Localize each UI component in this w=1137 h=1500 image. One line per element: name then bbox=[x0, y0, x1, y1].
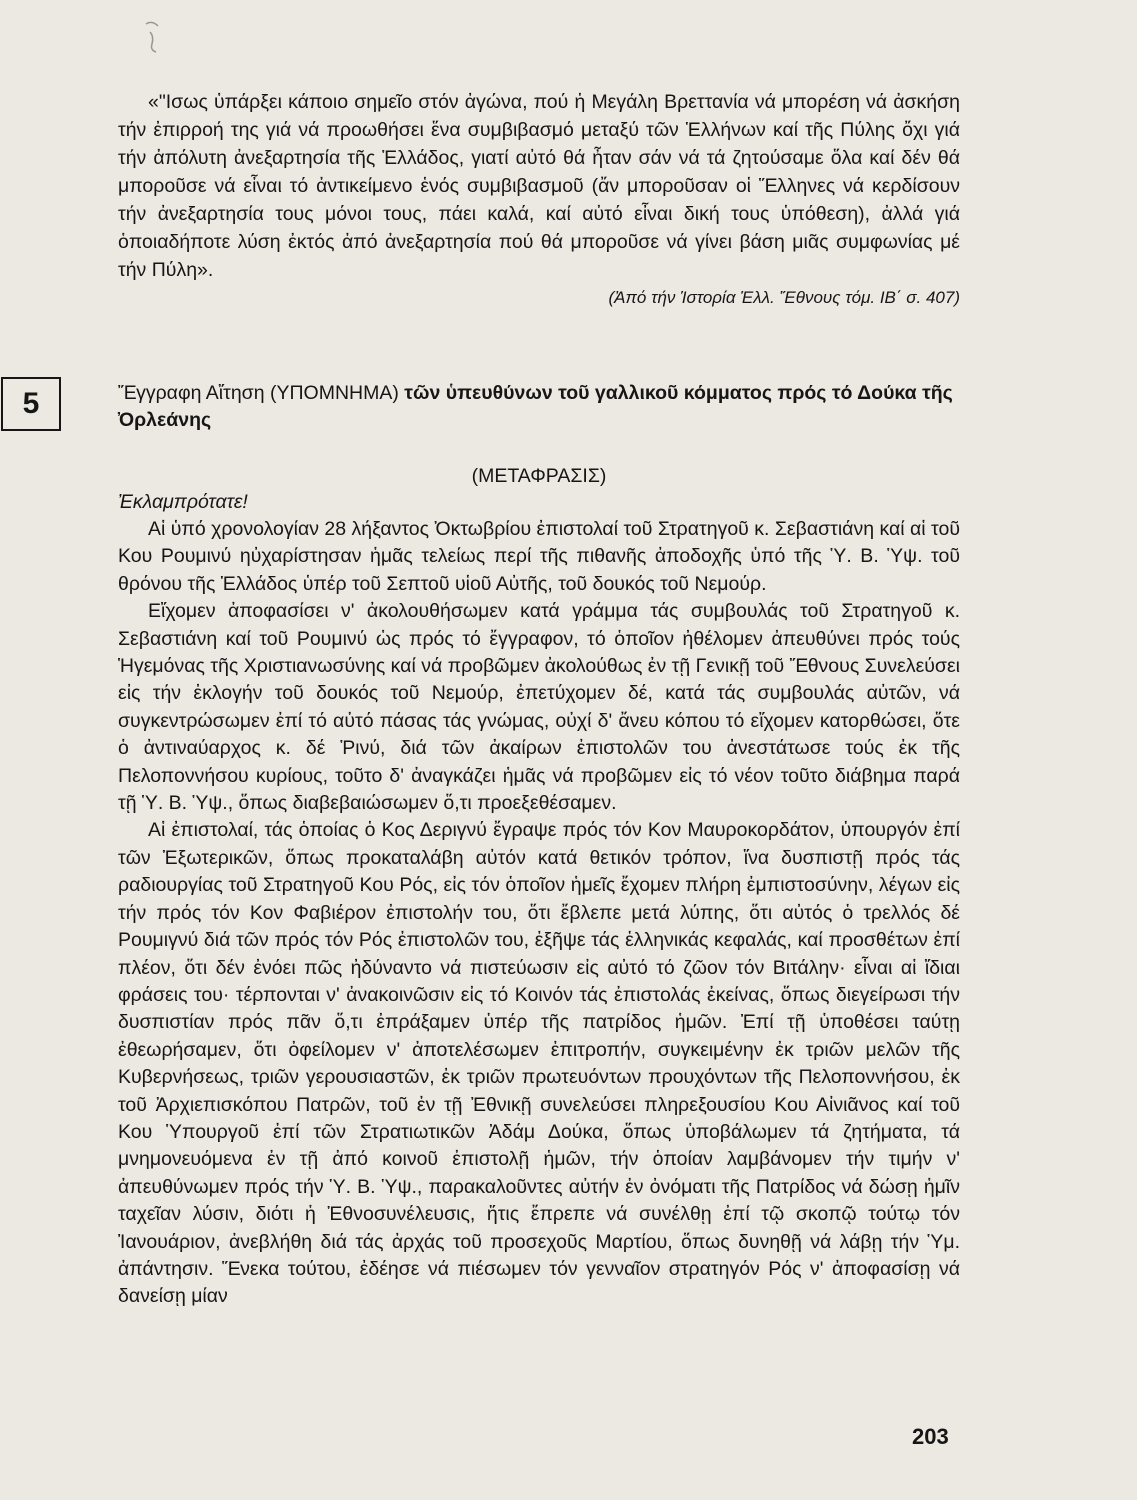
heading-bold: τῶν ὑπευθύνων τοῦ γαλλικοῦ κόμματος πρός τό Δούκα τῆς Ὀρλεάνης bbox=[118, 382, 953, 431]
quote-source: (Ἀπό τήν Ἱστορία Ἑλλ. Ἔθνους τόμ. ΙΒ΄ σ. 407) bbox=[608, 288, 960, 307]
heading-normal: Ἔγγραφη Αἴτηση (ΥΠΟΜΝΗΜΑ) bbox=[118, 382, 399, 404]
document-body bbox=[118, 516, 960, 1311]
salutation: Ἐκλαμπρότατε! bbox=[118, 491, 248, 513]
paragraph-1: Αἱ ὑπό χρονολογίαν 28 λήξαντος Ὀκτωβρίου ἐπιστολαί τοῦ Στρατηγοῦ κ. Σεβαστιάνη καί αἱ τοῦ Κου Ρουμινύ ηὐχαρίστησαν ἡμᾶς τελείως περί τῆς πιθανῆς ἀποδοχῆς ὑπό τῆς Ὑ. Β. Ὑψ. τοῦ θρόνου τῆς Ἑλλάδος ὑπέρ τοῦ Σεπτοῦ υἱοῦ Αὐτῆς, τοῦ δουκός τοῦ Νεμούρ. bbox=[118, 518, 960, 595]
page-number: 203 bbox=[912, 1424, 949, 1449]
quote-block bbox=[118, 88, 960, 312]
paragraph-3: Αἱ ἐπιστολαί, τάς ὁποίας ὁ Κος Δεριγνύ ἔγραψε πρός τόν Κον Μαυροκορδάτον, ὑπουργόν ἐπί τῶν Ἐξωτερικῶν, ὅπως προκαταλάβη αὐτόν κατά θετικόν τρόπον, ἵνα δυσπιστῇ πρός τάς ραδιουργίας τοῦ Στρατηγοῦ Κου Ρός, εἰς τόν ὁποῖον ἡμεῖς ἔχομεν πλήρη ἐμπιστοσύνην, λέγων εἰς τήν πρός τόν Κον Φαβιέρον ἐπιστολήν του, ὅτι ἔβλεπε μετά λύπης, ὅτι αὐτός ὁ τρελλός δέ Ρουμιγνύ διά τῶν πρός τόν Ρός ἐπιστολῶν του, ἐξῆψε τάς ἑλληνικάς κεφαλάς, καί προσθέτων ἐπί πλέον, ὅτι δέν ἐνόει πῶς ἠδύναντο νά πιστεύωσιν εἰς αὐτό τό ζῶον τόν Βιτάλην· εἶναι αἱ ἴδιαι φράσεις του· τέρπονται ν' ἀνακοινῶσιν εἰς τό Κοινόν τάς ἐπιστολάς ἐκείνας, ὅπως διεγείρωσι τήν δυσπιστίαν πρός πᾶν ὅ,τι ἐπράξαμεν ὑπέρ τῆς πατρίδος ἡμῶν. Ἐπί τῇ ὑποθέσει ταύτῃ ἐθεωρήσαμεν, ὅτι ὀφείλομεν ν' ἀποτελέσωμεν ἐπιτροπήν, συγκειμένην ἐκ τριῶν μελῶν τῆς Κυβερνήσεως, τριῶν γερουσιαστῶν, ἐκ τριῶν πρωτευόντων προυχόντων τῆς Πελοποννήσου, ἐκ τοῦ Ἀρχιεπισκόπου Πατρῶν, τοῦ ἐν τῇ Ἐθνικῇ συνελεύσει πληρεξουσίου Κου Αἰνιᾶνος καί τοῦ Κου Ὑπουργοῦ ἐπί τῶν Στρατιωτικῶν Ἀδάμ Δούκα, ὅπως ὑποβάλωμεν τά ζητήματα, τά μνημονευόμενα ἐν τῇ ἀπό κοινοῦ ἐπιστολῇ ἡμῶν, τήν ὁποίαν λαμβάνομεν τήν τιμήν ν' ἀπευθύνωμεν πρός τήν Ὑ. Β. Ὑψ., παρακαλοῦντες αὐτήν ἐν ὀνόματι τῆς Πατρίδος νά δώσῃ ἡμῖν ταχεῖαν λύσιν, διότι ἡ Ἐθνοσυνέλευσις, ἥτις ἔπρεπε νά συνέλθῃ ἐπί τῷ σκοπῷ τούτῳ τόν Ἰανουάριον, ἀνεβλήθη διά τάς ἀρχάς τοῦ προσεχοῦς Μαρτίου, ὅπως δυνηθῇ νά λάβῃ τήν Ὑμ. ἀπάντησιν. Ἕνεκα τούτου, ἐδέησε νά πιέσωμεν τόν γενναῖον στρατηγόν Ρός ν' ἀποφασίσῃ νά δανείσῃ μίαν bbox=[118, 819, 960, 1308]
document-number-box: 5 bbox=[1, 377, 61, 431]
document-heading bbox=[118, 380, 960, 434]
paragraph-2: Εἴχομεν ἀποφασίσει ν' ἀκολουθήσωμεν κατά γράμμα τάς συμβουλάς τοῦ Στρατηγοῦ κ. Σεβαστιάνη καί τοῦ Ρουμινύ ὡς πρός τό ἔγγραφον, τό ὁποῖον ἠθέλομεν ἀπευθύνει πρός τούς Ἡγεμόνας τῆς Χριστιανωσύνης καί νά προβῶμεν ἀκολούθως ἐν τῇ Γενικῇ τοῦ Ἔθνους Συνελεύσει εἰς τήν ἐκλογήν τοῦ δουκός τοῦ Νεμούρ, ἐπετύχομεν δέ, κατά τάς συμβουλάς αὐτῶν, νά συγκεντρώσωμεν ἐπί τό αὐτό πάσας τάς γνώμας, οὐχί δ' ἄνευ κόπου τό εἴχομεν κατορθώσει, ὅτε ὁ ἀντιναύαρχος κ. δέ Ῥινύ, διά τῶν ἀκαίρων ἐπιστολῶν του ἀνεστάτωσε τούς ἐκ τῆς Πελοποννήσου κυρίους, τοῦτο δ' ἀναγκάζει ἡμᾶς νά προβῶμεν εἰς τό νέον τοῦτο διάβημα παρά τῇ Ὑ. Β. Ὑψ., ὅπως διαβεβαιώσωμεν ὅ,τι προεξεθέσαμεν. bbox=[118, 600, 960, 815]
quote-text: «"Ισως ὑπάρξει κάποιο σημεῖο στόν ἀγώνα, πού ἡ Μεγάλη Βρεττανία νά μπορέση νά ἀσκήση τήν ἐπιρροή της γιά νά προωθήσει ἕνα συμβιβασμό μεταξύ τῶν Ἑλλήνων καί τῆς Πύλης ὄχι γιά τήν ἀπόλυτη ἀνεξαρτησία τῆς Ἑλλάδος, γιατί αὐτό θά ἦταν σάν νά τά ζητούσαμε ὅλα καί δέν θά μποροῦσε νά εἶναι τό ἀντικείμενο ἑνός συμβιβασμοῦ (ἄν μποροῦσαν οἱ Ἕλληνες νά κερδίσουν τήν ἀνεξαρτησία τους μόνοι τους, πάει καλά, καί αὐτό εἶναι δική τους ὑπόθεση), ἀλλά γιά ὁποιαδήποτε λύση ἐκτός ἀπό ἀνεξαρτησία πού θά μποροῦσε νά γίνει βάση μιᾶς συμφωνίας μέ τήν Πύλη». bbox=[118, 91, 960, 281]
scan-mark bbox=[140, 18, 170, 58]
document-subtitle: (ΜΕΤΑΦΡΑΣΙΣ) bbox=[471, 465, 607, 487]
